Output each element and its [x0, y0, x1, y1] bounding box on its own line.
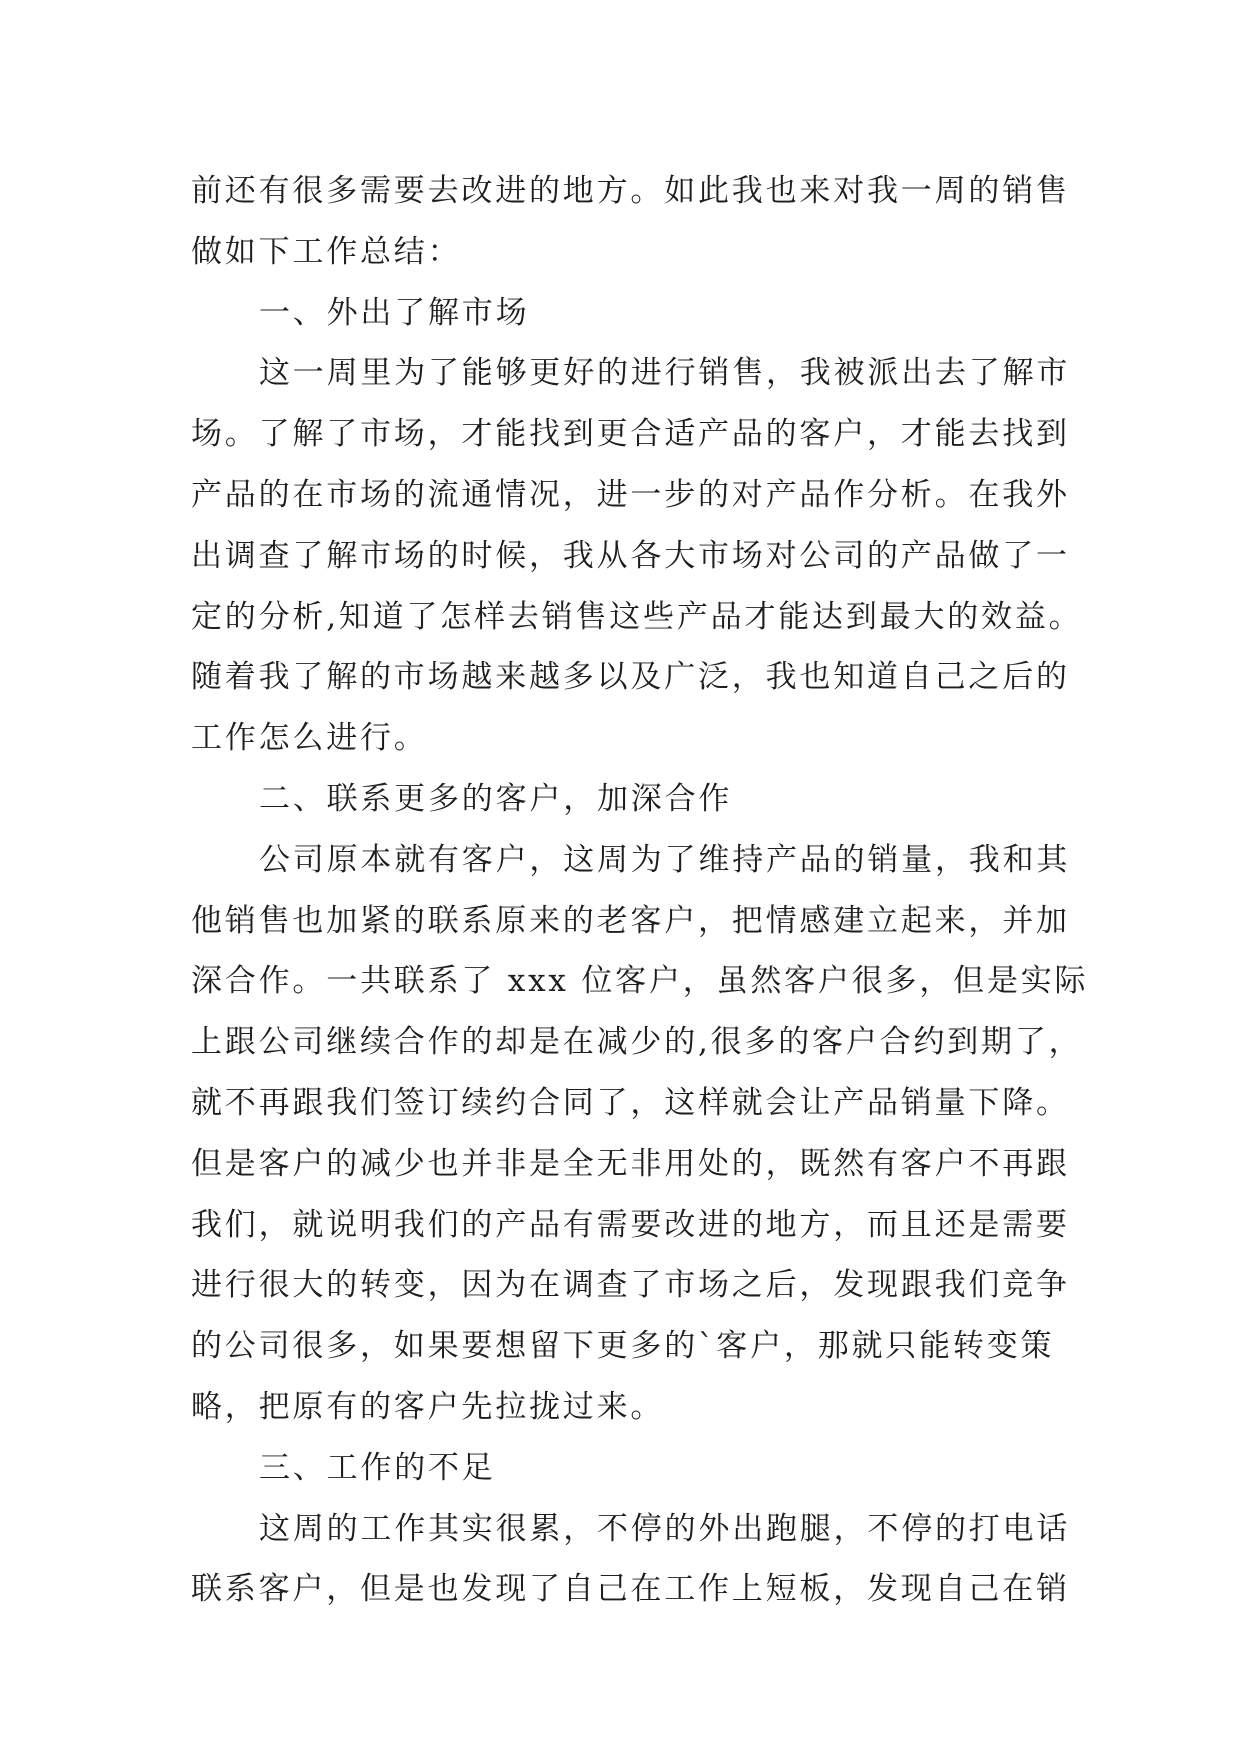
paragraph-market-research [191, 343, 1083, 769]
paragraph-shortcomings [191, 1499, 1071, 1621]
section-heading-1 [191, 283, 1071, 344]
paragraph-intro-continued [191, 161, 1071, 283]
text-line: 深合作。一共联系了 xxx 位客户，虽然客户很多，但是实际 [191, 963, 1089, 1000]
text-line: 略，把原有的客户先拉拢过来。 [191, 1388, 665, 1425]
text-line: 联系客户，但是也发现了自己在工作上短板，发现自己在销 [191, 1571, 1070, 1608]
section-heading-2 [191, 769, 1071, 830]
text-line: 出调查了解市场的时候，我从各大市场对公司的产品做了一 [191, 537, 1070, 574]
document-body [191, 161, 1089, 1620]
text-line: 做如下工作总结： [191, 233, 462, 270]
text-line: 上跟公司继续合作的却是在减少的,很多的客户合约到期了， [191, 1024, 1083, 1061]
text-line: 这周的工作其实很累，不停的外出跑腿，不停的打电话 [259, 1510, 1071, 1547]
text-line: 公司原本就有客户，这周为了维持产品的销量，我和其 [259, 841, 1071, 878]
text-line: 定的分析,知道了怎样去销售这些产品才能达到最大的效益。 [191, 598, 1083, 635]
text-line: 前还有很多需要去改进的地方。如此我也来对我一周的销售 [191, 173, 1070, 209]
paragraph-customer-contact [191, 830, 1089, 1438]
text-line: 进行很大的转变，因为在调查了市场之后，发现跟我们竞争 [191, 1267, 1070, 1304]
text-line: 但是客户的减少也并非是全无非用处的，既然有客户不再跟 [191, 1145, 1070, 1182]
text-line: 工作怎么进行。 [191, 720, 428, 757]
heading-text: 三、工作的不足 [259, 1449, 496, 1486]
text-line: 就不再跟我们签订续约合同了，这样就会让产品销量下降。 [191, 1084, 1070, 1121]
text-line: 场。了解了市场，才能找到更合适产品的客户，才能去找到 [191, 416, 1070, 453]
text-line: 这一周里为了能够更好的进行销售，我被派出去了解市 [259, 355, 1071, 392]
text-line: 随着我了解的市场越来越多以及广泛，我也知道自己之后的 [191, 659, 1070, 696]
section-heading-3 [191, 1438, 1071, 1499]
text-line: 产品的在市场的流通情况，进一步的对产品作分析。在我外 [191, 476, 1070, 513]
text-line: 的公司很多，如果要想留下更多的`客户，那就只能转变策 [191, 1328, 1055, 1365]
heading-text: 一、外出了解市场 [259, 294, 530, 331]
heading-text: 二、联系更多的客户，加深合作 [259, 780, 733, 817]
text-line: 我们，就说明我们的产品有需要改进的地方，而且还是需要 [191, 1206, 1070, 1243]
text-line: 他销售也加紧的联系原来的老客户，把情感建立起来，并加 [191, 902, 1070, 939]
